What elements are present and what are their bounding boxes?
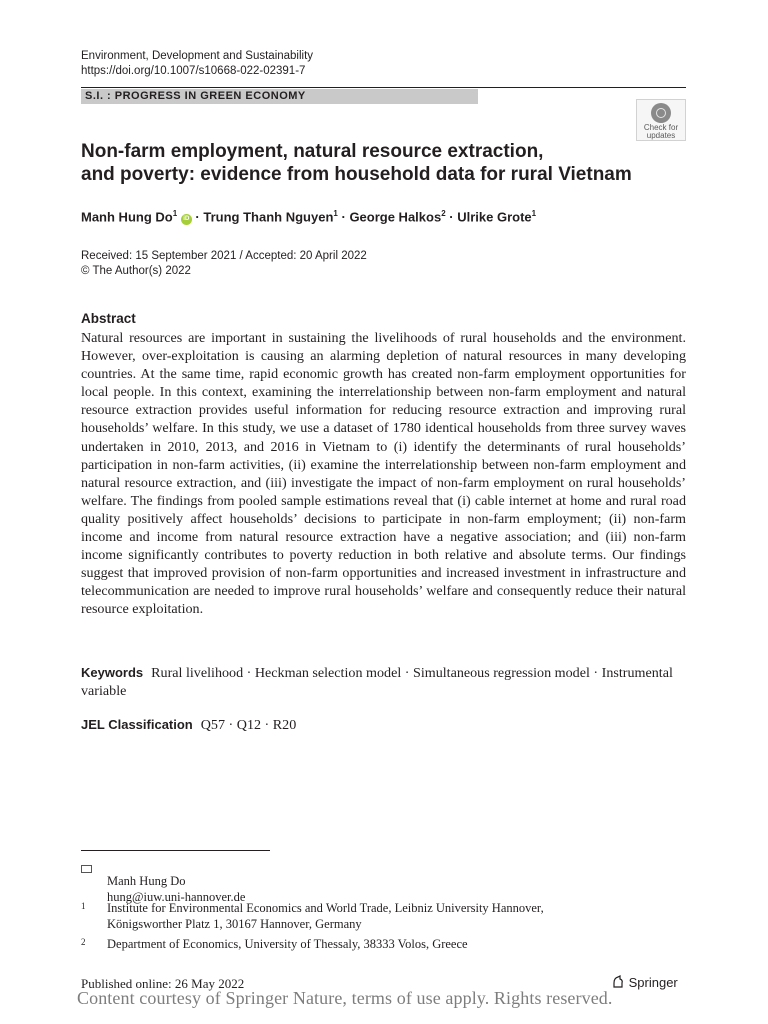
affiliation: [81, 936, 641, 952]
header-rule: [81, 87, 686, 88]
author-separator: ·: [195, 209, 200, 225]
footnote-rule: [81, 850, 270, 851]
author-affiliation-mark: 2: [441, 209, 446, 218]
author-name[interactable]: Ulrike Grote: [457, 209, 532, 225]
author-name[interactable]: Manh Hung Do: [81, 209, 173, 225]
author-name[interactable]: George Halkos: [349, 209, 442, 225]
springer-horse-icon: [611, 975, 625, 989]
envelope-icon: [81, 865, 92, 873]
author-affiliation-mark: 1: [172, 209, 178, 218]
publisher-logo: [611, 975, 678, 990]
correspondent-email[interactable]: hung@iuw.uni-hannover.de: [107, 890, 246, 904]
jel-label: JEL Classification: [81, 717, 193, 732]
courtesy-notice: Content courtesy of Springer Nature, terms of use apply. Rights reserved.: [77, 988, 613, 1008]
received-accepted-dates: Received: 15 September 2021 / Accepted: 20 April 2022: [81, 250, 367, 262]
keywords-label: Keywords: [81, 665, 144, 680]
article-title: [81, 140, 681, 186]
keywords-section: [81, 664, 686, 700]
title-line-2: and poverty: evidence from household data for rural Vietnam: [81, 164, 632, 185]
keywords-text: Rural livelihood · Heckman selection model · Simultaneous regression model · Instrumental variable: [81, 665, 673, 700]
copyright-notice: © The Author(s) 2022: [81, 265, 191, 277]
author-name[interactable]: Trung Thanh Nguyen: [203, 209, 334, 225]
publisher-name: Springer: [628, 975, 678, 990]
affiliation-mark: 1: [81, 901, 86, 911]
author-list: [81, 209, 536, 225]
author-separator: ·: [341, 209, 346, 225]
author-affiliation-mark: 1: [333, 209, 338, 218]
journal-name: Environment, Development and Sustainability: [81, 50, 314, 62]
title-line-1: Non-farm employment, natural resource extraction,: [81, 141, 544, 162]
affiliation-line: Department of Economics, University of Thessaly, 38333 Volos, Greece: [107, 937, 468, 951]
orcid-icon[interactable]: iD: [181, 214, 192, 225]
check-updates-label-1: Check for: [643, 123, 679, 132]
affiliation-mark: 2: [81, 937, 86, 947]
author-affiliation-mark: 1: [531, 209, 537, 218]
series-label: S.I. : PROGRESS IN GREEN ECONOMY: [81, 89, 478, 104]
author-separator: ·: [449, 209, 454, 225]
abstract-heading: Abstract: [81, 311, 136, 326]
jel-codes: Q57 · Q12 · R20: [200, 717, 297, 733]
affiliation-line: Institute for Environmental Economics and World Trade, Leibniz University Hannover,: [107, 901, 544, 915]
abstract-text: Natural resources are important in sustaining the livelihoods of rural households and the environment. However, over-exploitation is causing an alarming depletion of natural resources in many developing countries. At the same time, rapid economic growth has created non-farm employment opportunities for local people. In this context, examining the interrelationship between non-farm employment and natural resource extraction provides useful information for reducing resource extraction and improving rural households’ welfare. In this study, we use a dataset of 1780 identical households from three survey waves undertaken in 2010, 2013, and 2016 in Vietnam to (i) identify the determinants of rural households’ participation in non-farm activities, (ii) examine the interrelationship between non-farm employment and natural resource extraction, and (iii) investigate the impact of non-farm employment on rural households’ welfare. The findings from pooled sample estimations reveal that (i) cable internet at home and rural road quality positively affect households’ decisions to participate in non-farm employment; (ii) non-farm income and income from natural resource extraction have a negative association; and (iii) non-farm income significantly contributes to poverty reduction in both relative and absolute terms. Our findings suggest that improved provision of non-farm opportunities and increased investment in infrastructure and telecommunication are needed to improve rural households’ welfare and consequently reduce their natural resource exploitation.: [81, 330, 686, 618]
affiliation: [81, 900, 641, 932]
check-updates-label-2: updates: [646, 131, 676, 140]
correspondence: [81, 857, 245, 905]
jel-section: [81, 717, 296, 734]
published-date: Published online: 26 May 2022: [81, 976, 245, 991]
affiliation-line: Königsworther Platz 1, 30167 Hannover, Germany: [107, 917, 362, 931]
correspondent-name: Manh Hung Do: [107, 874, 186, 888]
check-updates-icon: [651, 103, 671, 123]
article-dates: [81, 249, 367, 279]
doi-link[interactable]: https://doi.org/10.1007/s10668-022-02391-7: [81, 65, 306, 77]
check-for-updates-badge[interactable]: [636, 99, 686, 141]
journal-header: [81, 49, 313, 79]
